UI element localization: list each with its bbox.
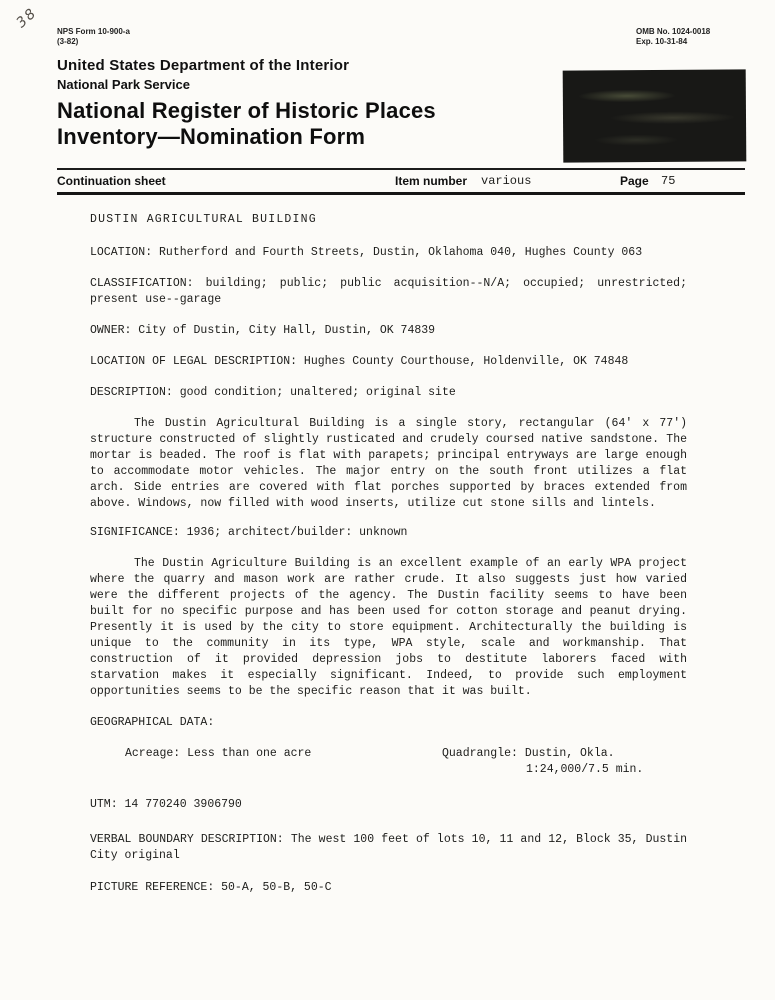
quadrangle-line1: Quadrangle: Dustin, Okla. [442,747,615,760]
quadrangle-block [442,746,643,778]
form-revision: (3-82) [57,37,79,46]
service-title: National Park Service [57,77,190,92]
description-line: DESCRIPTION: good condition; unaltered; original site [90,386,456,399]
continuation-sheet-label: Continuation sheet [57,174,166,188]
document-body [90,212,687,896]
significance-line: SIGNIFICANCE: 1936; architect/builder: unknown [90,526,408,539]
department-title: United States Department of the Interior [57,57,350,74]
location-line: LOCATION: Rutherford and Fourth Streets, Dustin, Oklahoma 040, Hughes County 063 [90,246,643,259]
legal-description-line: LOCATION OF LEGAL DESCRIPTION: Hughes County Courthouse, Holdenville, OK 74848 [90,355,629,368]
form-title-line2: Inventory—Nomination Form [57,124,366,149]
omb-expiration: Exp. 10-31-84 [636,37,688,46]
page-label: Page [620,174,649,188]
omb-number: OMB No. 1024-0018 [636,27,711,36]
form-title-line1: National Register of Historic Places [57,98,436,123]
classification-line: CLASSIFICATION: building; public; public acquisition--N/A; occupied; unrestricted; present use--garage [90,277,687,306]
geographical-data-heading: GEOGRAPHICAL DATA: [90,716,215,729]
continuation-header-row [57,168,745,195]
item-number-value: various [481,174,532,188]
description-paragraph: The Dustin Agricultural Building is a single story, rectangular (64' x 77') structure constructed of slightly rusticated and crudely coursed native sandstone. The mortar is beaded. The roof is flat with parapets; principal entryways are large enough to accommodate motor vehicles. The major entry on the south front utilizes a flat arch. Side entries are covered with flat porches supported by braces extended from above. Windows, now filled with wood inserts, utilize cut stone sills and lintels. [90,417,687,510]
form-number-block [57,27,130,47]
property-title: DUSTIN AGRICULTURAL BUILDING [90,213,317,226]
handwritten-annotation: 38 [13,4,41,32]
significance-paragraph: The Dustin Agriculture Building is an excellent example of an early WPA project where the quarry and mason work are rather crude. It also suggests just how varied were the different projects of the agency. The Dustin facility seems to have been built for no specific purpose and has been used for cotton storage and peanut drying. Presently it is used by the city to store equipment. Architecturally the building is unique to the community in its type, WPA style, scale and workmanship. That construction of it provided depression jobs to destitute laborers faced with starvation makes it especially significant. Indeed, to provide such employment opportunities seems to be the specific reason that it was built. [90,557,687,698]
form-number: NPS Form 10-900-a [57,27,130,36]
verbal-boundary-line: VERBAL BOUNDARY DESCRIPTION: The west 100 feet of lots 10, 11 and 12, Block 35, Dustin City original [90,833,687,862]
nps-use-only-stamp-box [563,69,747,162]
form-title [57,98,436,150]
page-number-value: 75 [661,174,676,188]
omb-block [636,27,710,47]
acreage-line: Acreage: Less than one acre [125,747,312,760]
item-number-label: Item number [395,174,468,188]
picture-reference-line: PICTURE REFERENCE: 50-A, 50-B, 50-C [90,881,332,894]
utm-line: UTM: 14 770240 3906790 [90,798,242,811]
geographical-data-row [90,746,687,778]
owner-line: OWNER: City of Dustin, City Hall, Dustin, OK 74839 [90,324,436,337]
quadrangle-line2: 1:24,000/7.5 min. [526,763,644,776]
